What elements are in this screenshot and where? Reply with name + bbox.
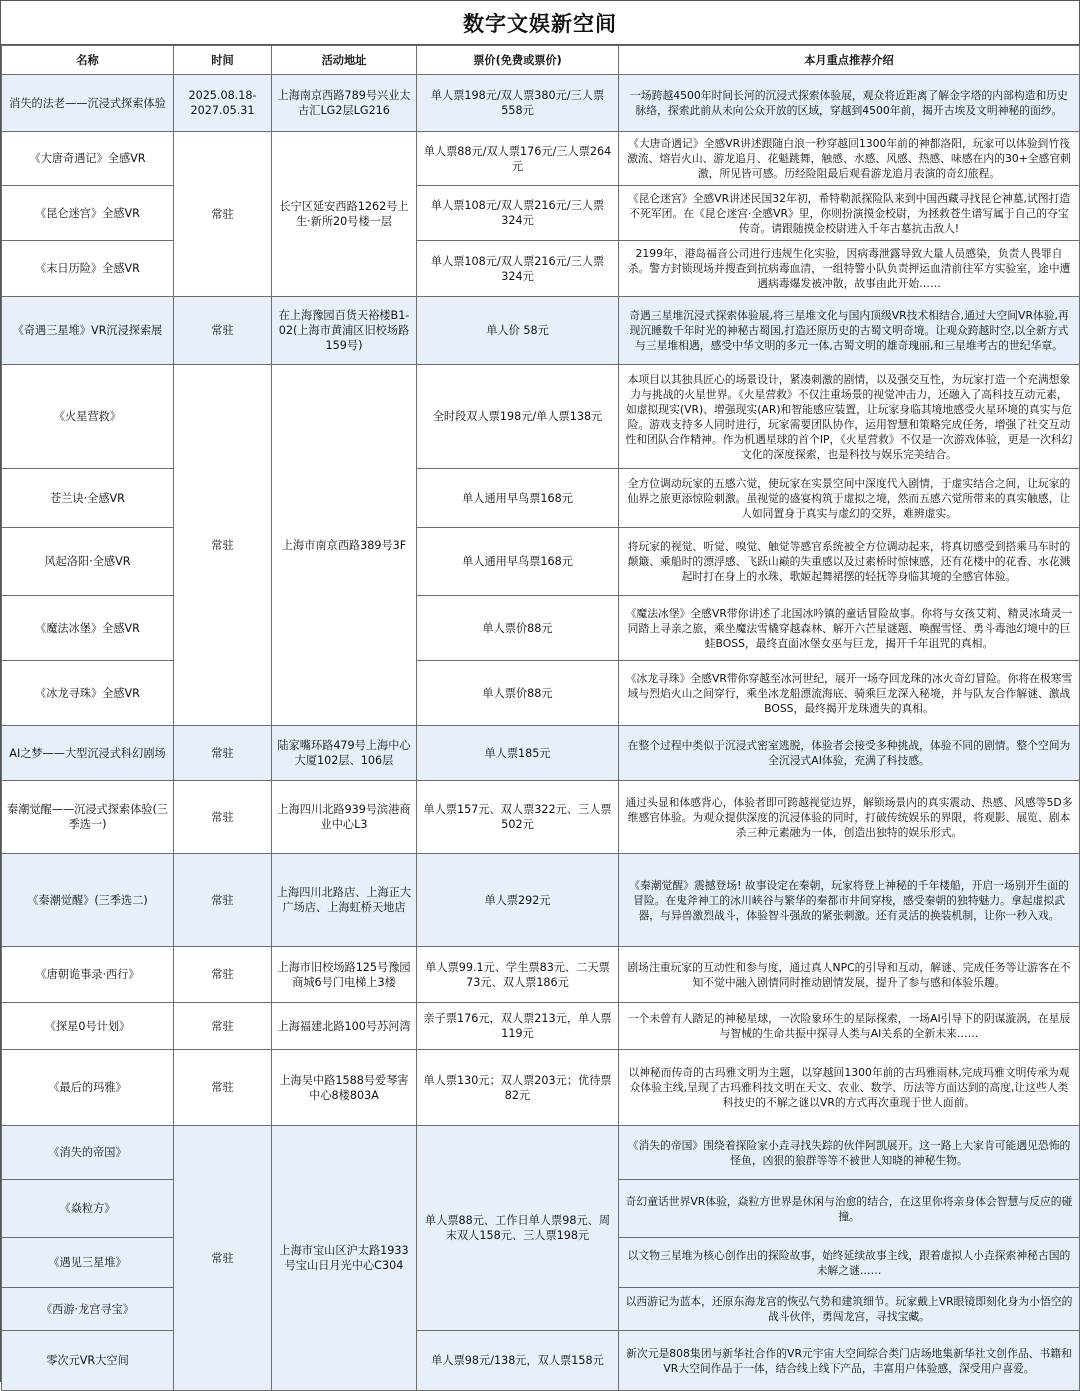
cell-name: AI之梦——大型沉浸式科幻剧场 — [2, 726, 174, 781]
cell-time: 常驻 — [174, 947, 272, 1003]
cell-address: 上海四川北路939号滨港商业中心L3 — [272, 781, 417, 854]
cell-name: 零次元VR大空间 — [2, 1331, 174, 1391]
cell-time: 常驻 — [174, 1126, 272, 1391]
cell-intro: 2199年，港岛福音公司进行违规生化实验，因病毒泄露导致大量人员感染，负责人畏罪自杀。警方封锁现场并搜查到抗病毒血清，一组特警小队负责押运血清前往军方实验室，途中遭遇病毒爆发被冲散，故事由此开始…… — [619, 241, 1080, 297]
cell-address: 上海吴中路1588号爱琴害中心8楼803A — [272, 1050, 417, 1126]
cell-name: 《最后的玛雅》 — [2, 1050, 174, 1126]
cell-intro: 新次元是808集团与新华社合作的VR元宇宙大空间综合类门店场地集新华社文创作品、书籍和VR大空间作品于一体，结合线上线下产品，丰富用户体验感，深受用户喜爱。 — [619, 1331, 1080, 1391]
cell-price: 全时段双人票198元/单人票138元 — [417, 365, 619, 469]
cell-address: 上海市南京西路389号3F — [272, 365, 417, 726]
cell-intro: 《消失的帝国》围绕着探险家小垚寻找失踪的伙伴阿凯展开。这一路上大家肯可能遇见恐怖的怪鱼，凶狠的狼群等等不被世人知晓的神秘生物。 — [619, 1126, 1080, 1180]
cell-intro: 以西游记为蓝本，还原东海龙宫的恢弘气势和建筑细节。玩家戴上VR眼镜即刻化身为小悟空的战斗伙伴，勇闯龙宫，寻找宝藏。 — [619, 1288, 1080, 1331]
col-header-intro: 本月重点推荐介绍 — [619, 46, 1080, 75]
col-header-name: 名称 — [2, 46, 174, 75]
table-row — [2, 1003, 1080, 1050]
cell-address: 上海福建北路100号苏河湾 — [272, 1003, 417, 1050]
table-row — [2, 781, 1080, 854]
cell-price: 单人票292元 — [417, 854, 619, 947]
cell-name: 《西游·龙宫寻宝》 — [2, 1288, 174, 1331]
table-row — [2, 528, 1080, 596]
table-row — [2, 1126, 1080, 1180]
cell-name: 《末日历险》全感VR — [2, 241, 174, 297]
header-row — [2, 46, 1080, 75]
cell-price: 单人通用早鸟票168元 — [417, 528, 619, 596]
cell-name: 《焱粒方》 — [2, 1180, 174, 1238]
cell-name: 《火星营救》 — [2, 365, 174, 469]
table-row — [2, 132, 1080, 186]
cell-intro: 本项目以其独具匠心的场景设计，紧凑刺激的剧情，以及强交互性，为玩家打造一个充满想象力与挑战的火星世界。《火星营救》不仅注重场景的视觉冲击力，还融入了高科技互动元素，如虚拟现实(VR)、增强现实(AR)和智能感应装置，让玩家身临其境地感受火星环境的真实与危险。游戏支持多人同时进行，玩家需要团队协作，运用智慧和策略完成任务，增强了社交互动性和团队合作精神。作为机遇星球的首个IP，《火星营救》不仅是一次游戏体验，更是一次科幻文化的深度探索，也是科技与娱乐完美结合。 — [619, 365, 1080, 469]
cell-intro: 《大唐奇遇记》全感VR讲述跟随白浪一秒穿越回1300年前的神都洛阳，玩家可以体验到竹筏激流、熔岩火山、游龙追月、花魁跳舞，触感、水感、风感、热感、味感在内的30+全感官刺激，所见皆可感。历经险阻最后观看游龙追月表演的奇幻旅程。 — [619, 132, 1080, 186]
cell-price: 单人票130元；双人票203元；优待票82元 — [417, 1050, 619, 1126]
cell-address: 在上海豫园百货天裕楼B1-02(上海市黄浦区旧校场路159号) — [272, 297, 417, 365]
table-row — [2, 854, 1080, 947]
cell-price: 单人票98元/138元，双人票158元 — [417, 1331, 619, 1391]
cell-name: 秦潮觉醒——沉浸式探索体验(三季选一) — [2, 781, 174, 854]
cell-name: 《遇见三星堆》 — [2, 1238, 174, 1288]
table-row — [2, 947, 1080, 1003]
cell-price: 亲子票176元，双人票213元，单人票119元 — [417, 1003, 619, 1050]
cell-name: 《唐朝诡事录·西行》 — [2, 947, 174, 1003]
activity-table — [1, 45, 1080, 1391]
cell-name: 《探星0号计划》 — [2, 1003, 174, 1050]
cell-price: 单人价 58元 — [417, 297, 619, 365]
cell-intro: 奇幻童话世界VR体验，焱粒方世界是休闲与治愈的结合，在这里你将亲身体会智慧与反应的碰撞。 — [619, 1180, 1080, 1238]
cell-intro: 一场跨越4500年时间长河的沉浸式探索体验展，观众将近距离了解金字塔的内部构造和历史脉络，探索此前从未向公众开放的区域，穿越到4500年前，揭开古埃及文明神秘的面纱。 — [619, 75, 1080, 132]
cell-name: 《秦潮觉醒》(三季选二) — [2, 854, 174, 947]
cell-intro: 在整个过程中类似于沉浸式密室逃脱，体验者会接受多种挑战，体验不同的剧情。整个空间为全沉浸式AI体验，充满了科技感。 — [619, 726, 1080, 781]
cell-name: 《奇遇三星堆》VR沉浸探索展 — [2, 297, 174, 365]
cell-price: 单人票198元/双人票380元/三人票558元 — [417, 75, 619, 132]
cell-price: 单人票价88元 — [417, 661, 619, 726]
cell-intro: 《昆仑迷宫》全感VR讲述民国32年初，希特勒派探险队来到中国西藏寻找昆仑神墓,试图打造不死军团。在《昆仑迷宫·全感VR》里，你则扮演摸金校尉，为拯救苍生谱写属于自己的夺宝传奇。请跟随摸金校尉进入千年古墓抗击敌人! — [619, 186, 1080, 241]
table-row — [2, 365, 1080, 469]
table-row — [2, 469, 1080, 528]
cell-time: 常驻 — [174, 854, 272, 947]
cell-price: 单人票88元/双人票176元/三人票264元 — [417, 132, 619, 186]
cell-time: 常驻 — [174, 1003, 272, 1050]
cell-intro: 一个未曾有人踏足的神秘星球，一次险象环生的星际探索，一场AI引导下的阴谋漩涡，在星辰与智械的生命共振中探寻人类与AI关系的全新未来…… — [619, 1003, 1080, 1050]
cell-address: 上海四川北路店、上海正大广场店、上海虹桥天地店 — [272, 854, 417, 947]
cell-address: 上海市旧校场路125号豫园商城6号门电梯上3楼 — [272, 947, 417, 1003]
table-row — [2, 596, 1080, 661]
table-row — [2, 726, 1080, 781]
cell-intro: 全方位调动玩家的五感六觉，使玩家在实景空间中深度代入剧情，于虚实结合之间，让玩家的仙界之旅更添惊险刺激。虽视觉的盛宴构筑于虚拟之境，然而五感六觉所带来的真实触感，让人如同置身于真实与虚幻的交界，难辨虚实。 — [619, 469, 1080, 528]
cell-time: 常驻 — [174, 297, 272, 365]
cell-intro: 通过头显和体感背心，体验者即可跨越视觉边界，解锁场景内的真实震动、热感、风感等5D多维感官体验。为观众提供深度的沉浸体验的同时，打破传统娱乐的界限，将观影、展览、剧本杀三种元素融为一体，创造出独特的娱乐形式。 — [619, 781, 1080, 854]
cell-price: 单人票价88元 — [417, 596, 619, 661]
cell-name: 《魔法冰堡》全感VR — [2, 596, 174, 661]
cell-price: 单人票88元、工作日单人票98元、周末双人158元、三人票198元 — [417, 1126, 619, 1331]
table-row — [2, 241, 1080, 297]
cell-intro: 《魔法冰堡》全感VR带你讲述了北国冰吟镇的童话冒险故事。你将与女孩艾莉、精灵冰琦灵一同踏上寻亲之旅，乘坐魔法雪橇穿越森林、解开六芒星谜题、唤醒雪怪、勇斗毒池幻境中的巨蛙BOSS，最终直面冰堡女巫与巨龙，揭开千年诅咒的真相。 — [619, 596, 1080, 661]
cell-name: 《消失的帝国》 — [2, 1126, 174, 1180]
cell-name: 消失的法老——沉浸式探索体验 — [2, 75, 174, 132]
cell-intro: 以神秘而传奇的古玛雅文明为主题，以穿越回1300年前的古玛雅雨林,完成玛雅文明传承为观众体验主线,呈现了古玛雅科技文明在天文、农业、数学、历法等方面达到的高度,让这些人类科技史的不解之谜以VR的方式再次重现于世人面前。 — [619, 1050, 1080, 1126]
col-header-time: 时间 — [174, 46, 272, 75]
table-row — [2, 186, 1080, 241]
cell-name: 《昆仑迷宫》全感VR — [2, 186, 174, 241]
col-header-price: 票价(免费或票价) — [417, 46, 619, 75]
table-row — [2, 1050, 1080, 1126]
cell-time: 常驻 — [174, 726, 272, 781]
table-row — [2, 75, 1080, 132]
cell-intro: 奇遇三星堆沉浸式探索体验展,将三星堆文化与国内顶级VR技术相结合,通过大空间VR体验,再现沉睡数千年时光的神秘古蜀国,打造还原历史的古蜀文明奇境。让观众跨越时空,以全新方式与三星堆相遇，感受中华文明的多元一体,古蜀文明的雄奇瑰丽,和三星堆考古的世纪华章。 — [619, 297, 1080, 365]
cell-time: 2025.08.18-2027.05.31 — [174, 75, 272, 132]
table-row — [2, 297, 1080, 365]
cell-address: 上海南京西路789号兴业太古汇LG2层LG216 — [272, 75, 417, 132]
cell-price: 单人票185元 — [417, 726, 619, 781]
table-row — [2, 661, 1080, 726]
cell-intro: 将玩家的视觉、听觉、嗅觉、触觉等感官系统被全方位调动起来，将真切感受到搭乘马车时的颠簸、乘船时的漂浮感、飞跃山巅的失重感以及过素桥时惊悚感，还有花楼中的花香、水花溅起时打在身上的水珠、歌姬起舞裙摆的轻抚等身临其境的全感官体验。 — [619, 528, 1080, 596]
cell-price: 单人通用早鸟票168元 — [417, 469, 619, 528]
cell-address: 陆家嘴环路479号上海中心大厦102层、106层 — [272, 726, 417, 781]
cell-price: 单人票108元/双人票216元/三人票324元 — [417, 241, 619, 297]
cell-intro: 《秦潮觉醒》震撼登场! 故事设定在秦朝，玩家将登上神秘的千年楼船，开启一场别开生面的冒险。在鬼斧神工的冰川峡谷与繁华的秦都市井间穿梭，感受秦朝的独特魅力。拿起虚拟武器，与异兽激烈战斗，体验智斗强敌的紧张刺激。还有灵活的换装机制，让你一秒入戏。 — [619, 854, 1080, 947]
cell-time: 常驻 — [174, 132, 272, 297]
cell-intro: 剧场注重玩家的互动性和参与度，通过真人NPC的引导和互动，解谜、完成任务等让游客在不知不觉中融入剧情同时推动剧情发展，提升了参与感和体验乐趣。 — [619, 947, 1080, 1003]
cell-name: 风起洛阳·全感VR — [2, 528, 174, 596]
cell-name: 苍兰诀·全感VR — [2, 469, 174, 528]
cell-intro: 以文物三星堆为核心创作出的探险故事，始终延续故事主线，跟着虚拟人小垚探索神秘古国的未解之谜…… — [619, 1238, 1080, 1288]
cell-price: 单人票99.1元、学生票83元、二天票73元、双人票186元 — [417, 947, 619, 1003]
cell-price: 单人票157元、双人票322元、三人票502元 — [417, 781, 619, 854]
page-title: 数字文娱新空间 — [1, 1, 1079, 45]
cell-name: 《大唐奇遇记》全感VR — [2, 132, 174, 186]
cell-intro: 《冰龙寻珠》全感VR带你穿越至冰河世纪，展开一场夺回龙珠的冰火奇幻冒险。你将在极寒雪域与烈焰火山之间穿行，乘坐冰龙船漂流海底、骑乘巨龙深入秘境，并与队友合作解谜、激战BOSS，最终揭开龙珠遗失的真相。 — [619, 661, 1080, 726]
cell-time: 常驻 — [174, 1050, 272, 1126]
cell-price: 单人票108元/双人票216元/三人票324元 — [417, 186, 619, 241]
cell-time: 常驻 — [174, 781, 272, 854]
col-header-address: 活动地址 — [272, 46, 417, 75]
cell-address: 上海市宝山区沪太路1933号宝山日月光中心C304 — [272, 1126, 417, 1391]
cell-name: 《冰龙寻珠》全感VR — [2, 661, 174, 726]
cell-address: 长宁区延安西路1262号上生·新所20号楼一层 — [272, 132, 417, 297]
cell-time: 常驻 — [174, 365, 272, 726]
